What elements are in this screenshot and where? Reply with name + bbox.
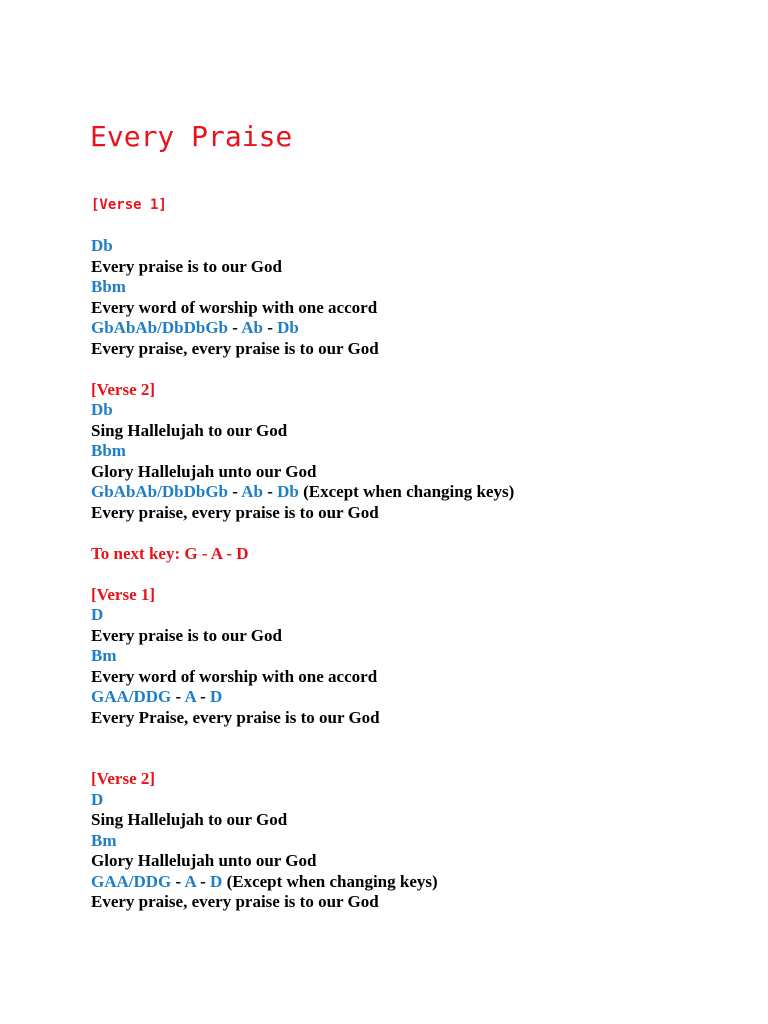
chord-line: Db [91,400,113,419]
chord-line: D [91,605,104,624]
song-body [91,236,751,913]
section-label-verse-1: [Verse 1] [91,584,156,604]
lyric-line: Sing Hallelujah to our God [91,420,288,440]
lyric-line: Every Praise, every praise is to our God [91,707,380,727]
spacer [91,564,751,585]
performance-note: (Except when changing keys) [298,482,515,501]
chord: Db [277,482,299,501]
chord: D [210,871,223,891]
lyric-line: Every praise, every praise is to our God [91,502,379,522]
lyric-line: Every word of worship with one accord [91,297,378,317]
chord-line: Bbm [91,277,126,296]
chord: Ab [241,318,263,337]
chord-line: Bm [91,646,117,665]
chord-separator: - [195,871,211,891]
chord-progression-line [91,482,751,503]
section-label-verse-2: [Verse 2] [91,379,156,399]
chord: A [184,871,196,891]
chord: GAA/DDG [91,871,172,891]
chord: A [184,687,196,706]
chord-separator: - [171,687,185,706]
spacer [91,523,751,544]
chord: GbAbAb/DbDbGb [91,318,229,337]
performance-note: (Except when changing keys) [222,871,438,891]
key-change-instruction: To next key: G - A - D [91,543,249,563]
lyric-line: Glory Hallelujah unto our God [91,461,317,481]
chord-separator: - [262,482,278,501]
spacer [91,728,751,769]
chord-progression-line [91,687,751,708]
spacer [91,359,751,380]
lyric-line: Every word of worship with one accord [91,666,378,686]
chord: Db [277,318,299,337]
lyric-line: Every praise, every praise is to our God [91,892,379,911]
chord-separator: - [228,318,242,337]
lyric-line: Sing Hallelujah to our God [91,810,288,829]
lyric-line: Every praise is to our God [91,625,282,645]
chord-progression-line [91,318,751,339]
lyric-line: Every praise, every praise is to our God [91,338,379,358]
chord-line: Bbm [91,441,126,460]
chord-separator: - [195,687,211,706]
lyric-line: Every praise is to our God [91,256,282,276]
chord-separator: - [171,871,185,891]
chord-progression-line [91,872,751,893]
chord-line: Bm [91,830,117,850]
chord-separator: - [228,482,242,501]
section-label-verse-1: [Verse 1] [91,197,167,213]
section-label-verse-2: [Verse 2] [91,769,156,788]
chord-separator: - [262,318,278,337]
chord: D [210,687,223,706]
chord-line: D [91,789,104,809]
chord: GbAbAb/DbDbGb [91,482,229,501]
lyric-line: Glory Hallelujah unto our God [91,851,317,870]
chord: Ab [241,482,263,501]
chord-line: Db [91,236,113,255]
song-title: Every Praise [90,120,293,153]
chord: GAA/DDG [91,687,172,706]
